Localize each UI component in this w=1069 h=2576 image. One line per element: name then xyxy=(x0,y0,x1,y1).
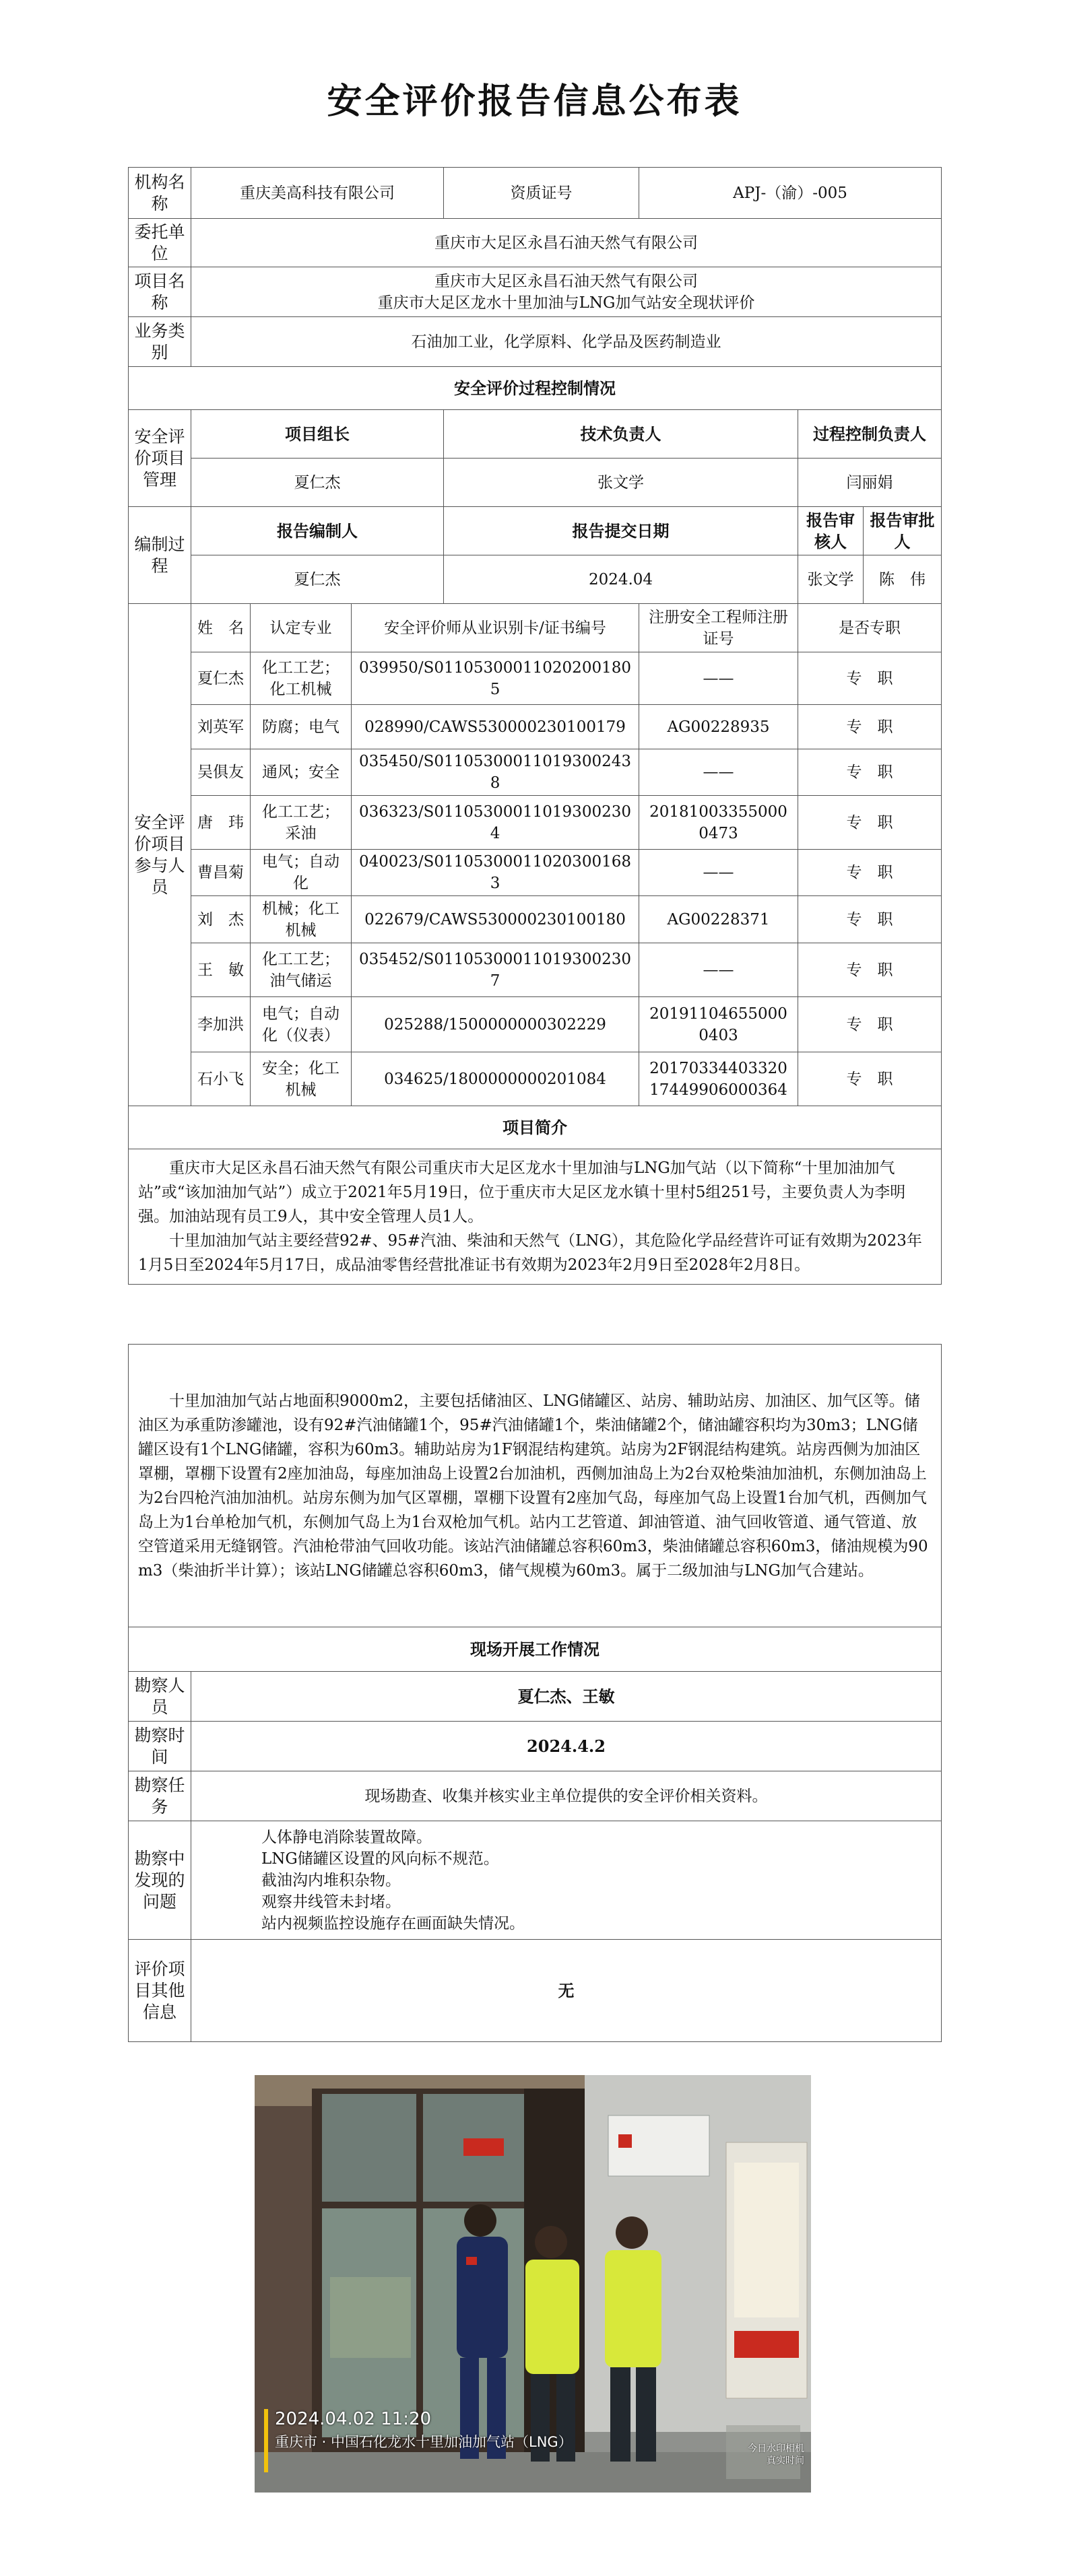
site-heading: 现场开展工作情况 xyxy=(129,1627,942,1672)
intro-heading: 项目简介 xyxy=(129,1106,942,1149)
member-card: 035452/S011053000110193002307 xyxy=(352,943,639,997)
member-major: 化工工艺；采油 xyxy=(251,796,352,850)
table-row xyxy=(129,652,942,705)
intro-paragraph-3: 十里加油加气站占地面积9000m2，主要包括储油区、LNG储罐区、站房、辅助站房、加油区、加气区等。储油区为承重防渗罐池，设有92#汽油储罐1个，95#汽油储罐1个，柴油储罐2个，储油罐容积均为30m3；LNG储罐区设有1个LNG储罐，容积为60m3。辅助站房为1F钢混结构建筑。站房为2F钢混结构建筑。站房西侧为加油区罩棚，罩棚下设置有2座加油岛，每座加油岛上设置2台加油机，西侧加油岛上为2台双枪柴油加油机，东侧加油岛上为2台四枪汽油加油机。站房东侧为加气区罩棚，罩棚下设置有2座加气岛，每座加气岛上设置1台加气机，西侧加气岛上为1台单枪加气机，东侧加气岛上为1台双枪加气机。站内工艺管道、卸油管道、油气回收管道、通气管道、放空管道采用无缝钢管。汽油枪带油气回收功能。该站汽油储罐总容积60m3，柴油储罐总容积60m3，储油规模为90m3（柴油折半计算）；该站LNG储罐总容积60m3，储气规模为60m3。属于二级加油与LNG加气合建站。 xyxy=(129,1345,942,1627)
prep-header-date: 报告提交日期 xyxy=(444,507,798,555)
prep-header-author: 报告编制人 xyxy=(191,507,444,555)
member-name: 曹昌菊 xyxy=(191,850,251,896)
member-major: 防腐；电气 xyxy=(251,705,352,749)
prep-value-date: 2024.04 xyxy=(444,555,798,604)
table-row xyxy=(129,997,942,1052)
member-reg: 201810033550000473 xyxy=(639,796,798,850)
member-fulltime: 专 职 xyxy=(798,896,942,943)
mgmt-header-tech: 技术负责人 xyxy=(444,410,798,459)
member-fulltime: 专 职 xyxy=(798,1052,942,1106)
mgmt-value-tech: 张文学 xyxy=(444,459,798,507)
industry-value: 石油加工业，化学原料、化学品及医药制造业 xyxy=(191,317,942,367)
member-major: 机械；化工机械 xyxy=(251,896,352,943)
other-label: 评价项目其他信息 xyxy=(129,1940,191,2042)
org-label: 机构名称 xyxy=(129,168,191,219)
list-item: 站内视频监控设施存在画面缺失情况。 xyxy=(261,1914,525,1932)
time-label: 勘察时间 xyxy=(129,1722,191,1771)
prep-label: 编制过程 xyxy=(129,507,191,604)
member-major: 化工工艺；化工机械 xyxy=(251,652,352,705)
member-fulltime: 专 职 xyxy=(798,850,942,896)
intro-paragraph-2: 十里加油加气站主要经营92#、95#汽油、柴油和天然气（LNG），其危险化学品经营许可证有效期为2023年1月5日至2024年5月17日，成品油零售经营批准证书有效期为2023年2月9日至2028年2月8日。 xyxy=(138,1232,922,1274)
prep-value-reviewer: 张文学 xyxy=(798,555,864,604)
member-major: 电气；自动化 xyxy=(251,850,352,896)
stamp-location: 重庆市 · 中国石化龙水十里加油加气站（LNG） xyxy=(275,2434,573,2450)
member-name: 唐 玮 xyxy=(191,796,251,850)
prep-value-author: 夏仁杰 xyxy=(191,555,444,604)
member-reg: AG00228371 xyxy=(639,896,798,943)
member-fulltime: 专 职 xyxy=(798,749,942,796)
project-value xyxy=(191,267,942,317)
mgmt-value-leader: 夏仁杰 xyxy=(191,459,444,507)
member-card: 028990/CAWS530000230100179 xyxy=(352,705,639,749)
member-reg: —— xyxy=(639,749,798,796)
project-label: 项目名称 xyxy=(129,267,191,317)
table-row xyxy=(129,943,942,997)
stamp-logo-name: 今日水印相机 xyxy=(748,2443,804,2454)
member-name: 夏仁杰 xyxy=(191,652,251,705)
member-reg: —— xyxy=(639,652,798,705)
member-card: 022679/CAWS530000230100180 xyxy=(352,896,639,943)
member-reg: AG00228935 xyxy=(639,705,798,749)
stamp-datetime: 2024.04.02 11:20 xyxy=(275,2409,432,2429)
org-value: 重庆美高科技有限公司 xyxy=(191,168,444,219)
member-name: 刘 杰 xyxy=(191,896,251,943)
other-value: 无 xyxy=(191,1940,942,2042)
client-label: 委托单位 xyxy=(129,219,191,267)
issues-list xyxy=(191,1821,942,1940)
col-header-major: 认定专业 xyxy=(251,604,352,652)
member-major: 安全；化工机械 xyxy=(251,1052,352,1106)
member-card: 025288/1500000000302229 xyxy=(352,997,639,1052)
col-header-fulltime: 是否专职 xyxy=(798,604,942,652)
member-name: 王 敏 xyxy=(191,943,251,997)
table-row xyxy=(129,1052,942,1106)
list-item: 截油沟内堆积杂物。 xyxy=(261,1871,401,1889)
member-major: 通风；安全 xyxy=(251,749,352,796)
mgmt-label: 安全评价项目管理 xyxy=(129,410,191,507)
member-card: 036323/S011053000110193002304 xyxy=(352,796,639,850)
table-row xyxy=(129,705,942,749)
member-card: 034625/1800000000201084 xyxy=(352,1052,639,1106)
member-name: 李加洪 xyxy=(191,997,251,1052)
table-row xyxy=(129,850,942,896)
member-reg: —— xyxy=(639,943,798,997)
time-value: 2024.4.2 xyxy=(191,1722,942,1771)
staff-value: 夏仁杰、王敏 xyxy=(191,1672,942,1722)
cert-value: APJ-（渝）-005 xyxy=(639,168,942,219)
member-name: 吴俱友 xyxy=(191,749,251,796)
table-row xyxy=(129,796,942,850)
table-row xyxy=(129,896,942,943)
prep-header-reviewer: 报告审核人 xyxy=(798,507,864,555)
process-heading: 安全评价过程控制情况 xyxy=(129,367,942,410)
member-card: 035450/S011053000110193002438 xyxy=(352,749,639,796)
industry-label: 业务类别 xyxy=(129,317,191,367)
mgmt-header-control: 过程控制负责人 xyxy=(798,410,942,459)
stamp-logo xyxy=(748,2443,804,2467)
site-table xyxy=(128,1344,942,2042)
col-header-reg: 注册安全工程师注册证号 xyxy=(639,604,798,652)
mgmt-value-control: 闫丽娟 xyxy=(798,459,942,507)
member-card: 040023/S011053000110203001683 xyxy=(352,850,639,896)
col-header-name: 姓 名 xyxy=(191,604,251,652)
intro-body xyxy=(129,1149,942,1285)
member-name: 石小飞 xyxy=(191,1052,251,1106)
participants-label: 安全评价项目参与人员 xyxy=(129,604,191,1106)
info-table xyxy=(128,167,942,1285)
task-value: 现场勘查、收集并核实业主单位提供的安全评价相关资料。 xyxy=(191,1771,942,1821)
task-label: 勘察任务 xyxy=(129,1771,191,1821)
member-major: 化工工艺；油气储运 xyxy=(251,943,352,997)
member-fulltime: 专 职 xyxy=(798,997,942,1052)
member-fulltime: 专 职 xyxy=(798,652,942,705)
member-reg: 201911046550000403 xyxy=(639,997,798,1052)
member-card: 039950/S011053000110202001805 xyxy=(352,652,639,705)
member-reg: 2017033440332017449906000364 xyxy=(639,1052,798,1106)
staff-label: 勘察人员 xyxy=(129,1672,191,1722)
stamp-bar xyxy=(264,2409,268,2472)
member-fulltime: 专 职 xyxy=(798,796,942,850)
member-fulltime: 专 职 xyxy=(798,705,942,749)
intro-paragraph-1: 重庆市大足区永昌石油天然气有限公司重庆市大足区龙水十里加油与LNG加气站（以下简称“十里加油加气站”或“该加油加气站”）成立于2021年5月19日，位于重庆市大足区龙水镇十里村5组251号，主要负责人为李明强。加油站现有员工9人，其中安全管理人员1人。 xyxy=(138,1159,906,1225)
prep-header-approver: 报告审批人 xyxy=(864,507,942,555)
project-line-1: 重庆市大足区永昌石油天然气有限公司 xyxy=(434,272,698,290)
member-name: 刘英军 xyxy=(191,705,251,749)
project-line-2: 重庆市大足区龙水十里加油与LNG加气站安全现状评价 xyxy=(377,294,755,312)
member-fulltime: 专 职 xyxy=(798,943,942,997)
cert-label: 资质证号 xyxy=(444,168,639,219)
member-reg: —— xyxy=(639,850,798,896)
mgmt-header-leader: 项目组长 xyxy=(191,410,444,459)
client-value: 重庆市大足区永昌石油天然气有限公司 xyxy=(191,219,942,267)
col-header-card: 安全评价师从业识别卡/证书编号 xyxy=(352,604,639,652)
list-item: 观察井线管未封堵。 xyxy=(261,1893,401,1911)
page-title: 安全评价报告信息公布表 xyxy=(327,81,742,122)
prep-value-approver: 陈 伟 xyxy=(864,555,942,604)
table-row xyxy=(129,749,942,796)
member-major: 电气；自动化（仪表） xyxy=(251,997,352,1052)
stamp-logo-subtitle: 真实时间 xyxy=(767,2455,804,2466)
list-item: 人体静电消除装置故障。 xyxy=(261,1828,432,1846)
site-photo xyxy=(255,2075,811,2493)
list-item: LNG储罐区设置的风向标不规范。 xyxy=(261,1850,499,1868)
issues-label: 勘察中发现的问题 xyxy=(129,1821,191,1940)
